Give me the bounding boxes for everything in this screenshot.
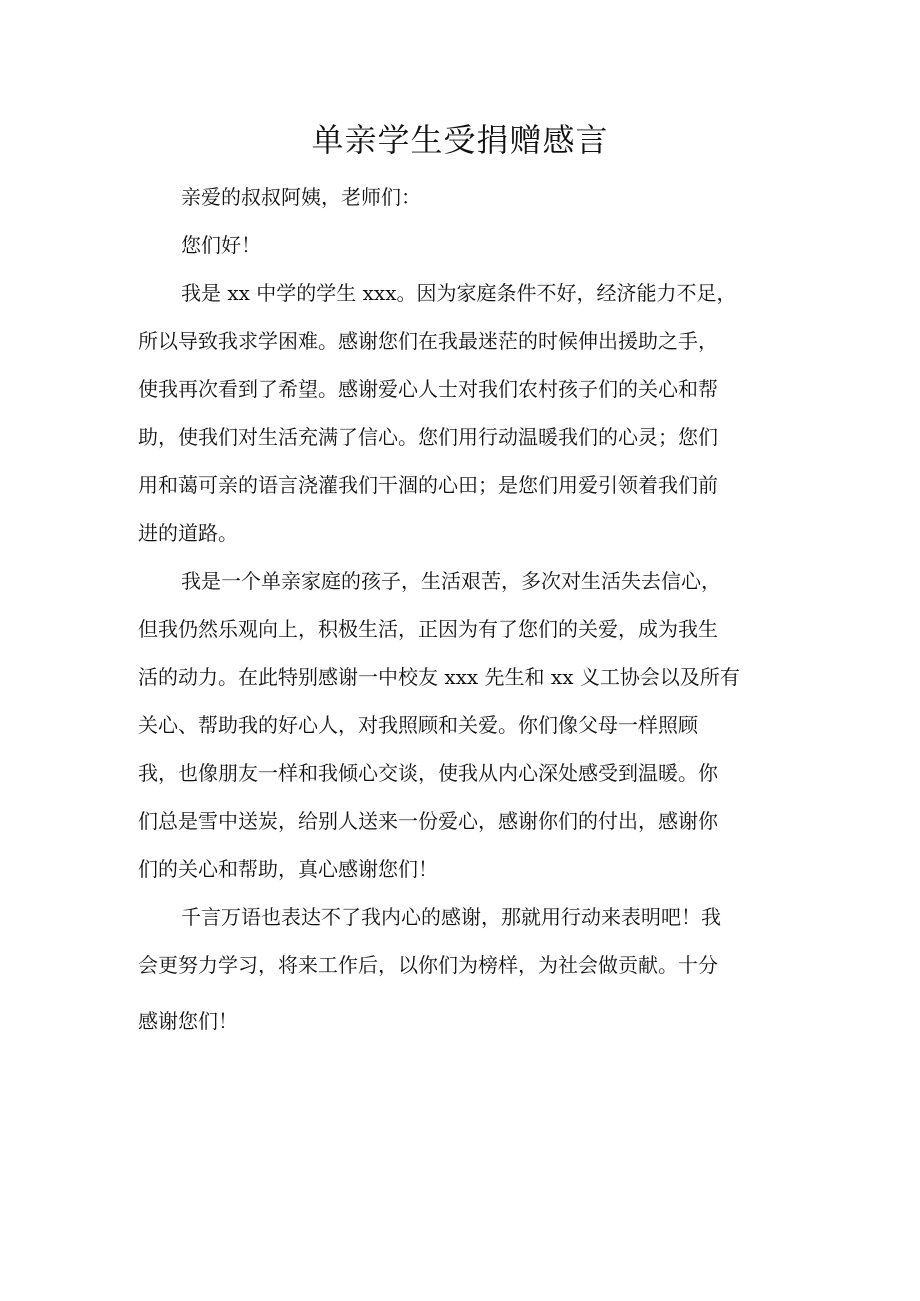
paragraph-3-line-1: 千言万语也表达不了我内心的感谢，那就用行动来表明吧！我 (181, 905, 721, 929)
document-title: 单亲学生受捐赠感言 (311, 121, 609, 159)
paragraph-2-line-4: 关心、帮助我的好心人，对我照顾和关爱。你们像父母一样照顾 (138, 713, 698, 737)
paragraph-1-line-3: 使我再次看到了希望。感谢爱心人士对我们农村孩子们的关心和帮 (138, 377, 718, 401)
paragraph-1-line-2: 所以导致我求学困难。感谢您们在我最迷茫的时候伸出援助之手， (138, 329, 718, 353)
document-body (138, 173, 778, 1045)
paragraph-1-line-4: 助，使我们对生活充满了信心。您们用行动温暖我们的心灵；您们 (138, 425, 718, 449)
paragraph-2-line-6: 们总是雪中送炭，给别人送来一份爱心，感谢你们的付出，感谢你 (138, 809, 718, 833)
paragraph-2-line-5: 我，也像朋友一样和我倾心交谈，使我从内心深处感受到温暖。你 (138, 761, 718, 785)
paragraph-1-line-6: 进的道路。 (138, 521, 238, 545)
paragraph-1-line-5: 用和蔼可亲的语言浇灌我们干涸的心田；是您们用爱引领着我们前 (138, 473, 718, 497)
paragraph-2-line-7: 们的关心和帮助，真心感谢您们！ (138, 857, 438, 881)
paragraph-1-line-1: 我是 xx 中学的学生 xxx。因为家庭条件不好，经济能力不足， (181, 281, 737, 305)
paragraph-2-line-1: 我是一个单亲家庭的孩子，生活艰苦，多次对生活失去信心， (181, 569, 721, 593)
paragraph-2-line-2: 但我仍然乐观向上，积极生活，正因为有了您们的关爱，成为我生 (138, 617, 718, 641)
paragraph-2-line-3: 活的动力。在此特别感谢一中校友 xxx 先生和 xx 义工协会以及所有 (138, 665, 740, 689)
paragraph-3-line-3: 感谢您们！ (138, 1009, 238, 1033)
salutation-line: 亲爱的叔叔阿姨，老师们： (181, 185, 421, 209)
paragraph-3-line-2: 会更努力学习，将来工作后，以你们为榜样，为社会做贡献。十分 (138, 953, 718, 977)
greeting-line: 您们好！ (181, 233, 261, 257)
